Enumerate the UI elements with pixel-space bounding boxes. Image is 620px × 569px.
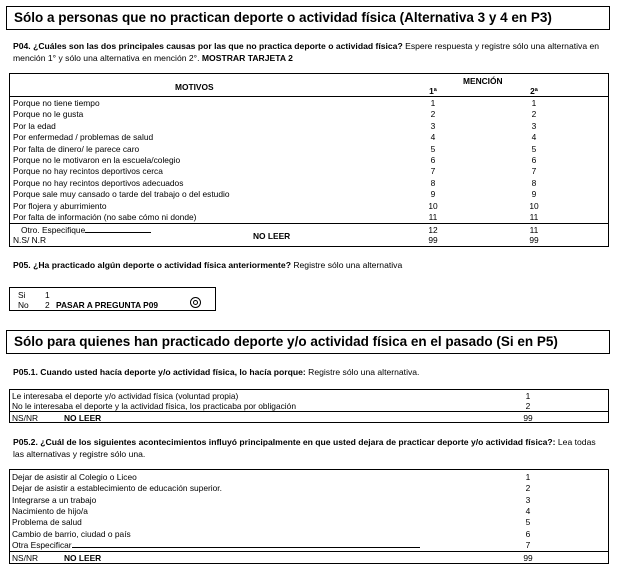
list-item-code[interactable]: 3 bbox=[525, 494, 531, 505]
question-p04-card: MOSTRAR TARJETA 2 bbox=[199, 53, 293, 63]
table-row-mention-2[interactable]: 11 bbox=[529, 212, 539, 222]
nsnr-m1: 99 bbox=[428, 235, 438, 245]
list-item-label bbox=[12, 517, 82, 527]
p05-1-no-leer: NO LEER bbox=[64, 413, 102, 423]
header-motivos: MOTIVOS bbox=[175, 82, 214, 92]
question-p05-2-instruction: Lea todas las alternativas y registre sólo una. bbox=[13, 437, 596, 459]
list-item-text: Dejar de asistir a establecimiento de educación superior. bbox=[12, 483, 222, 494]
question-p05-text: P05. ¿Ha practicado algún deporte o actividad física anteriormente? bbox=[13, 260, 291, 270]
table-row-mention-1[interactable]: 10 bbox=[428, 200, 438, 211]
list-item-code[interactable]: 5 bbox=[525, 517, 531, 528]
header-mencion-2: 2ª bbox=[530, 86, 538, 96]
question-p05-1-text: P05.1. Cuando usted hacía deporte y/o actividad física, lo hacía porque: bbox=[13, 367, 306, 377]
otro-m2: 11 bbox=[529, 225, 539, 235]
p05-2-divider bbox=[10, 551, 608, 552]
table-row-mention-1[interactable]: 9 bbox=[430, 189, 436, 200]
p05-no-code[interactable]: 2 bbox=[45, 300, 50, 310]
list-item-text: Problema de salud bbox=[12, 517, 82, 528]
question-p05-instruction: Registre sólo una alternativa bbox=[290, 260, 403, 270]
table-row-label: Porque no tiene tiempo bbox=[13, 98, 100, 108]
list-item-text: Cambio de barrio, ciudad o país bbox=[12, 528, 131, 539]
otro-row bbox=[21, 225, 151, 235]
p05-2-options bbox=[9, 469, 609, 564]
table-row-mention-2[interactable]: 4 bbox=[531, 132, 537, 143]
list-item-code[interactable]: 7 bbox=[525, 539, 531, 550]
p05-si-label: Si bbox=[18, 290, 26, 300]
no-leer-label: NO LEER bbox=[253, 231, 291, 241]
table-row-mention-1[interactable]: 6 bbox=[430, 155, 436, 165]
list-item-text: Otra Especificar bbox=[12, 539, 72, 550]
p05-options bbox=[9, 287, 216, 311]
list-item-text: Nacimiento de hijo/a bbox=[12, 505, 88, 516]
list-item-text: Dejar de asistir al Colegio o Liceo bbox=[12, 472, 137, 482]
table-row-label: Porque no le motivaron en la escuela/colegio bbox=[13, 155, 181, 165]
section-title-2: Sólo para quienes han practicado deporte y/o actividad física en el pasado (Si en P5) bbox=[14, 334, 558, 349]
list-item-label bbox=[12, 483, 222, 493]
table-row-mention-1[interactable]: 4 bbox=[430, 132, 436, 143]
table-row-mention-2[interactable]: 3 bbox=[531, 120, 537, 131]
table-row-mention-2[interactable]: 10 bbox=[529, 200, 539, 211]
nsnr-m2: 99 bbox=[529, 235, 539, 245]
question-p05-1-instruction: Registre sólo una alternativa. bbox=[305, 367, 420, 377]
otro-divider bbox=[10, 223, 608, 224]
nsnr-label: N.S/ N.R bbox=[13, 235, 47, 245]
table-row-mention-1[interactable]: 5 bbox=[430, 143, 436, 154]
question-p04-instruction: Espere respuesta y registre sólo una alternativa en mención 1° y sólo una alternativa en mención 2°. bbox=[13, 41, 600, 63]
question-p05-1 bbox=[13, 366, 608, 378]
p05-skip-note: PASAR A PREGUNTA P09 bbox=[56, 300, 159, 310]
table-row-mention-2[interactable]: 1 bbox=[531, 98, 537, 108]
question-p05-2 bbox=[13, 436, 608, 460]
table-row-label: Por flojera y aburrimiento bbox=[13, 200, 107, 211]
table-row-mention-2[interactable]: 8 bbox=[531, 177, 537, 188]
otro-label: Otro. Especifique bbox=[21, 225, 86, 235]
list-item-label bbox=[12, 506, 88, 516]
header-mencion: MENCIÓN bbox=[463, 76, 503, 86]
list-item-label bbox=[12, 529, 131, 539]
table-row-mention-2[interactable]: 7 bbox=[531, 166, 537, 177]
table-row-mention-1[interactable]: 8 bbox=[430, 177, 436, 188]
table-row-mention-2[interactable]: 2 bbox=[531, 109, 537, 120]
table-row-mention-2[interactable]: 6 bbox=[531, 155, 537, 165]
p05-2-nsnr-label: NS/NR bbox=[12, 553, 39, 563]
table-row-mention-1[interactable]: 1 bbox=[430, 98, 436, 108]
list-item-code[interactable]: 6 bbox=[525, 528, 531, 539]
section-title: Sólo a personas que no practican deporte o actividad física (Alternativa 3 y 4 en P3) bbox=[14, 10, 552, 25]
table-p04 bbox=[9, 73, 609, 247]
p05-no-label: No bbox=[18, 300, 29, 310]
p05-2-nsnr-code[interactable]: 99 bbox=[523, 553, 533, 563]
header-divider bbox=[10, 96, 608, 97]
list-item-label: Le interesaba el deporte y/o actividad física (voluntad propia) bbox=[12, 391, 239, 401]
list-item-label bbox=[12, 472, 137, 482]
table-row-mention-1[interactable]: 11 bbox=[428, 212, 438, 222]
section-header-practicaron bbox=[6, 330, 610, 354]
question-p04 bbox=[13, 40, 608, 64]
p05-1-nsnr-code[interactable]: 99 bbox=[523, 413, 533, 423]
list-item-text: Integrarse a un trabajo bbox=[12, 494, 97, 505]
list-item-label bbox=[12, 495, 96, 505]
list-item-label bbox=[12, 540, 420, 550]
list-item-code[interactable]: 1 bbox=[525, 472, 531, 482]
table-row-label: Por falta de información (no sabe cómo ni donde) bbox=[13, 212, 197, 222]
list-item-code[interactable]: 4 bbox=[525, 505, 531, 516]
table-row-mention-2[interactable]: 9 bbox=[531, 189, 537, 200]
otro-blank[interactable] bbox=[85, 232, 151, 233]
question-p05 bbox=[13, 259, 608, 271]
otra-especificar-blank[interactable] bbox=[72, 547, 420, 548]
question-p05-2-text: P05.2. ¿Cuál de los siguientes acontecimientos influyó principalmente en que usted dejara de practicar deporte y/o actividad física?: bbox=[13, 437, 556, 447]
p05-si-code[interactable]: 1 bbox=[45, 290, 50, 300]
p05-1-divider bbox=[10, 411, 608, 412]
header-mencion-1: 1ª bbox=[429, 86, 437, 96]
section-header-no-practican bbox=[6, 6, 610, 30]
table-row-label: Por la edad bbox=[13, 120, 56, 131]
list-item-label: No le interesaba el deporte y la actividad física, los practicaba por obligación bbox=[12, 401, 296, 411]
table-row-label: Porque no le gusta bbox=[13, 109, 84, 120]
table-row-label: Por enfermedad / problemas de salud bbox=[13, 132, 154, 143]
list-item-code[interactable]: 2 bbox=[525, 483, 531, 494]
p05-1-options bbox=[9, 389, 609, 423]
p05-2-no-leer: NO LEER bbox=[64, 553, 102, 563]
skip-target-icon bbox=[190, 297, 201, 308]
table-row-mention-1[interactable]: 7 bbox=[430, 166, 436, 177]
question-p04-text: P04. ¿Cuáles son las dos principales causas por las que no practica deporte o actividad física? bbox=[13, 41, 403, 51]
table-row-label: Porque no hay recintos deportivos cerca bbox=[13, 166, 163, 177]
p05-1-nsnr-label: NS/NR bbox=[12, 413, 39, 423]
table-row-label: Porque sale muy cansado o tarde del trabajo o del estudio bbox=[13, 189, 230, 200]
table-row-mention-1[interactable]: 2 bbox=[430, 109, 436, 120]
table-row-label: Por falta de dinero/ le parece caro bbox=[13, 143, 140, 154]
list-item-code[interactable]: 2 bbox=[525, 401, 531, 411]
table-row-label: Porque no hay recintos deportivos adecuados bbox=[13, 177, 184, 188]
otro-m1: 12 bbox=[428, 225, 438, 235]
list-item-code[interactable]: 1 bbox=[525, 391, 531, 401]
table-row-mention-2[interactable]: 5 bbox=[531, 143, 537, 154]
table-row-mention-1[interactable]: 3 bbox=[430, 120, 436, 131]
